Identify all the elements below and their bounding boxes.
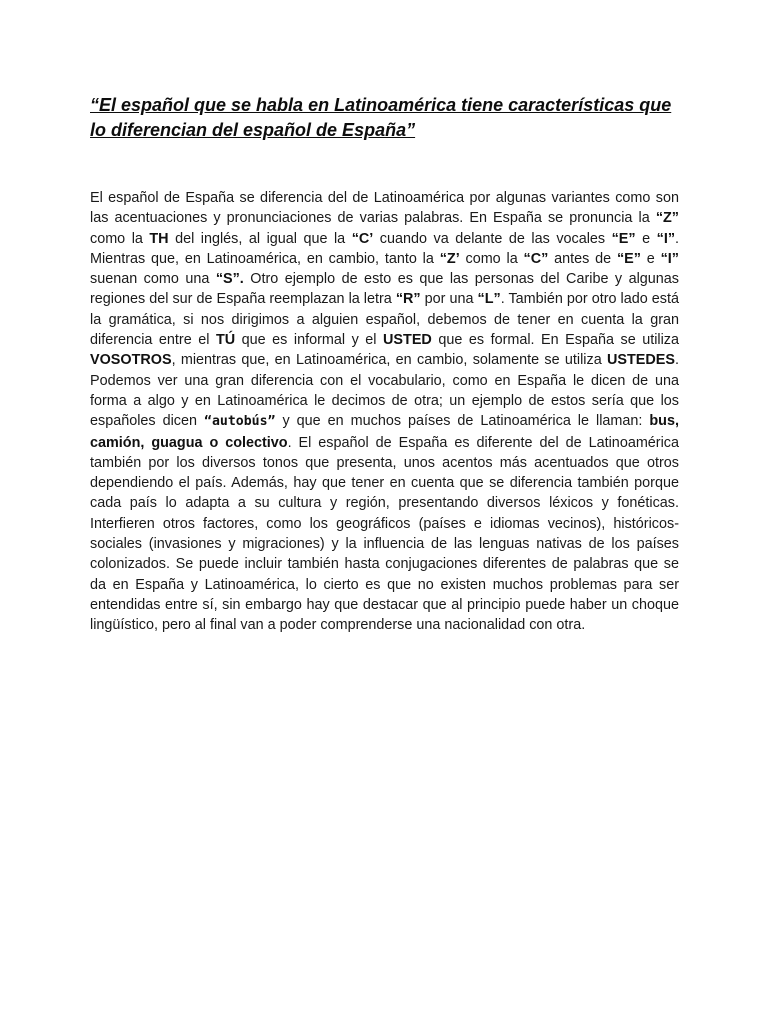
emphasized-term: “S”.: [215, 271, 244, 288]
text-run: que es formal. En España se utiliza: [431, 332, 680, 349]
emphasized-term: TH: [149, 230, 169, 247]
document-title: “El español que se habla en Latinoamérica tiene características que lo diferencian del español de España”: [90, 95, 672, 140]
text-run: . Podemos ver una gran diferencia con el vocabulario, como en España le dicen de una forma a algo y en Latinoamérica le decimos de otra; un ejemplo de estos sería que los españoles dicen: [90, 352, 679, 430]
emphasized-term: “C”: [523, 250, 549, 267]
text-run: que es informal y el: [235, 332, 384, 349]
text-run: . Mientras que, en Latinoamérica, en cambio, tanto la: [90, 230, 680, 267]
text-run: como la: [459, 250, 524, 267]
emphasized-term: USTED: [383, 332, 432, 349]
emphasized-term: “E”: [616, 250, 641, 267]
text-run: , mientras que, en Latinoamérica, en cambio, solamente se utiliza: [171, 352, 608, 369]
emphasized-term: “C’: [351, 230, 374, 247]
emphasized-term: USTEDES: [607, 352, 675, 369]
text-run: antes de: [548, 250, 617, 267]
text-run: . El español de España es diferente del de Latinoamérica también por los diversos tonos que presenta, unos acentos más acentuados que otros dependiendo el país. Además, hay que tener en cuenta que se diferencia también porque cada país lo adapta a su cultura y región, presentando diversos léxicos y fonéticas. Interfieren otros factores, como los geográficos (países e idiomas vecinos), históricos-sociales (invasiones y migraciones) y la influencia de las lenguas nativas de los países colonizados. Se puede incluir también hasta conjugaciones diferentes de palabras que se da en España y Latinoamérica, lo cierto es que no existen muchos problemas para ser entendidas entre sí, sin embargo hay que destacar que al principio puede haber un choque lingüístico, pero al final van a poder comprenderse una nacionalidad con otra.: [90, 434, 679, 634]
text-run: del inglés, al igual que la: [168, 230, 352, 247]
emphasized-term: VOSOTROS: [90, 352, 172, 369]
emphasized-term: “autobús”: [204, 414, 276, 430]
emphasized-term: TÚ: [215, 332, 236, 349]
emphasized-term: bus, camión, guagua o colectivo: [90, 413, 679, 451]
text-run: suenan como una: [90, 271, 216, 288]
emphasized-term: “I”: [656, 230, 676, 247]
emphasized-term: “R”: [395, 291, 421, 308]
text-run: e: [635, 230, 657, 247]
text-run: e: [640, 250, 661, 267]
text-run: El español de España se diferencia del de Latinoamérica por algunas variantes como son las acentuaciones y pronunciaciones de varias palabras. En España se pronuncia la: [90, 190, 679, 227]
emphasized-term: “L”: [477, 291, 501, 308]
text-run: como la: [90, 230, 150, 247]
text-run: Otro ejemplo de esto es que las personas del Caribe y algunas regiones del sur de España reemplazan la letra: [90, 271, 679, 308]
emphasized-term: “Z’: [439, 250, 460, 267]
emphasized-term: “I”: [660, 250, 679, 267]
emphasized-term: “E”: [611, 230, 636, 247]
text-run: por una: [420, 291, 478, 308]
text-run: cuando va delante de las vocales: [373, 230, 612, 247]
emphasized-term: “Z”: [655, 210, 679, 227]
text-run: . También por otro lado está la gramática, si nos dirigimos a alguien español, debemos de tener en cuenta la gran diferencia entre el: [90, 291, 679, 349]
text-run: y que en muchos países de Latinoamérica le llaman:: [275, 413, 650, 430]
body-paragraph: [90, 188, 679, 636]
